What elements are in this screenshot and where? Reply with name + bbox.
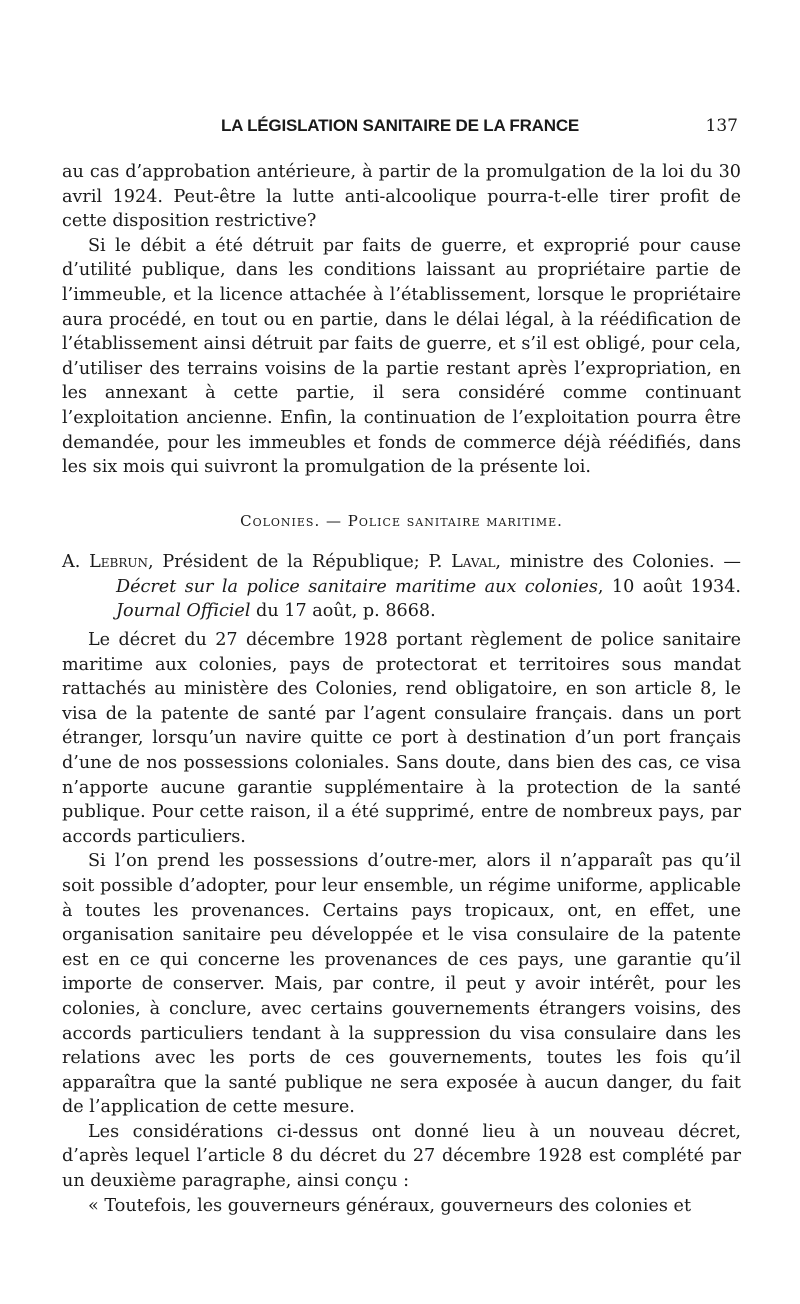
citation-dash: — [723, 552, 741, 572]
citation-journal: Journal Officiel [116, 601, 251, 622]
section-heading: Colonies. — Police sanitaire maritime. [240, 512, 563, 530]
decree-citation [62, 550, 741, 624]
paragraph-debit-detruit: Si le débit a été détruit par faits de guerre, et exproprié pour cause d’utilité publique, dans les conditions laissant au propriétaire partie de l’immeuble, et la licence attachée à l’établissement, lorsque le propriétaire aura procédé, en tout ou en partie, dans le délai légal, à la réédification de l’établissement ainsi détruit par faits de guerre, et s’il est obligé, pour cela, d’utiliser des terrains voisins de la partie restant après l’expropriation, en les annexant à cette partie, il sera considéré comme continuant l’exploitation ancienne. Enfin, la continuation de l’exploitation pourra être demandée, pour les immeubles et fonds de commerce déjà réédifiés, dans les six mois qui suivront la promulgation de la présente loi. [62, 235, 741, 478]
running-title: LA LÉGISLATION SANITAIRE DE LA FRANCE [220, 116, 580, 135]
paragraph-continuation: au cas d’approbation antérieure, à partir de la promulgation de la loi du 30 avril 1924. Peut-être la lutte anti-alcoolique pourra-t-elle tirer profit de cette disposition restrictive? [62, 162, 741, 232]
main-text-block [62, 628, 741, 1218]
citation-decree-date: , 10 août 1934. [597, 576, 742, 597]
top-text-block [62, 160, 741, 480]
citation-role-president: , Président de la République; [148, 552, 429, 572]
paragraph-considerations: Les considérations ci-dessus ont donné lieu à un nouveau décret, d’après lequel l’article 8 du décret du 27 décembre 1928 est complété par un deuxième paragraphe, ainsi conçu : [62, 1121, 741, 1192]
citation-decree-title: Décret sur la police sanitaire maritime aux colonies [116, 576, 598, 597]
citation-journal-ref: du 17 août, p. 8668. [250, 601, 436, 622]
running-header [62, 116, 738, 138]
citation-role-minister: , ministre des Colonies. [495, 552, 715, 572]
page-number: 137 [705, 116, 738, 136]
citation-author-minister: P. Laval [428, 552, 496, 572]
paragraph-possessions-outre-mer: Si l’on prend les possessions d’outre-mer, alors il n’apparaît pas qu’il soit possible d’adopter, pour leur ensemble, un régime uniforme, applicable à toutes les provenances. Certains pays tropicaux, ont, en effet, une organisation sanitaire peu développée et le visa consulaire de la patente est en ce qui concerne les provenances de ces pays, une garantie qu’il importe de conserver. Mais, par contre, il peut y avoir intérêt, pour les colonies, à conclure, avec certains gouvernements étrangers voisins, des accords particuliers tendant à la suppression du visa consulaire dans les relations avec les ports de ces gouvernements, toutes les fois qu’il apparaîtra que la santé publique ne sera exposée à aucun danger, du fait de l’application de cette mesure. [62, 851, 741, 1118]
citation-author-president: A. Lebrun [62, 552, 149, 572]
citation-text [62, 550, 741, 624]
paragraph-decret-1928: Le décret du 27 décembre 1928 portant règlement de police sanitaire maritime aux colonies, pays de protectorat et territoires sous mandat rattachés au ministère des Colonies, rend obligatoire, en son article 8, le visa de la patente de santé par l’agent consulaire français. dans un port étranger, lorsqu’un navire quitte ce port à destination d’un port français d’une de nos possessions coloniales. Sans doute, dans bien des cas, ce visa n’apporte aucune garantie supplémentaire à la protection de la santé publique. Pour cette raison, il a été supprimé, entre de nombreux pays, par accords particuliers. [62, 630, 741, 847]
paragraph-quotation-start: « Toutefois, les gouverneurs généraux, gouverneurs des colonies et [88, 1195, 692, 1216]
